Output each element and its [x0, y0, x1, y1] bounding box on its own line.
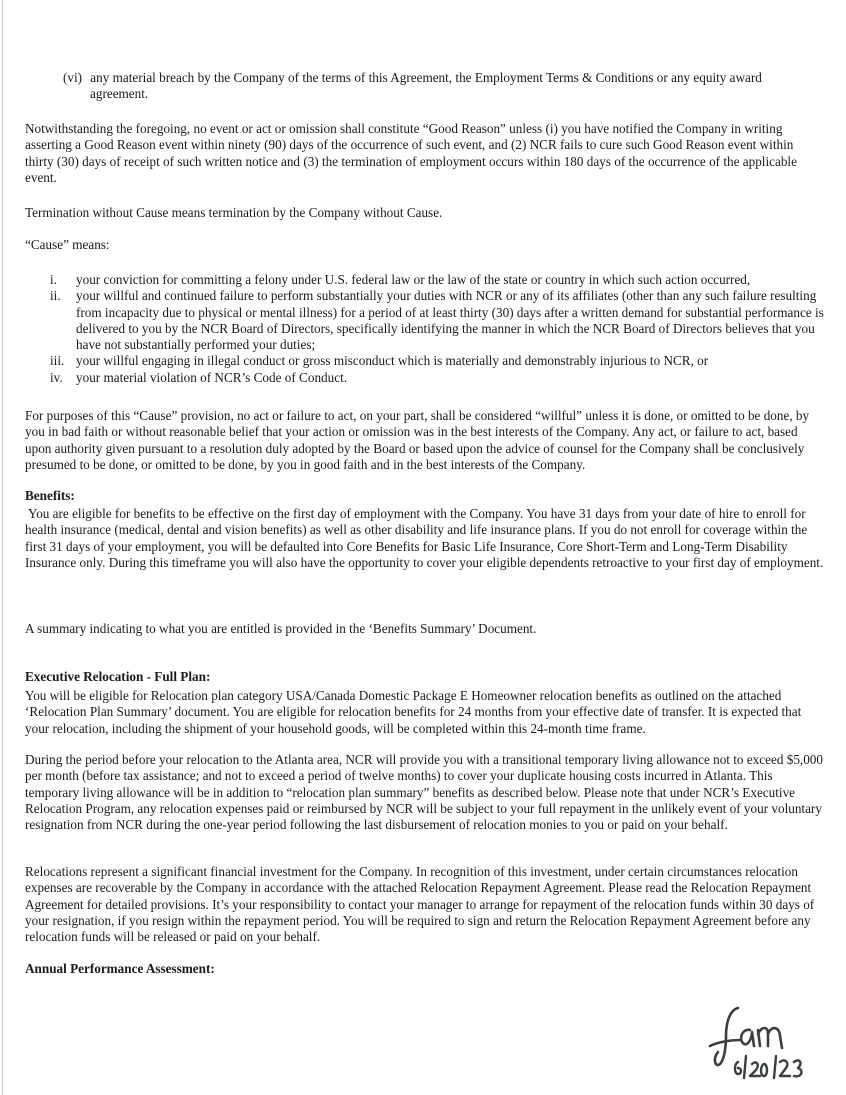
- list-item: [25, 272, 825, 288]
- annual-performance-heading: Annual Performance Assessment:: [25, 961, 215, 976]
- cause-list: [25, 272, 825, 386]
- item-vi-text: any material breach by the Company of the terms of this Agreement, the Employment Terms & Conditions or any equity award: [90, 70, 762, 85]
- benefits-heading: Benefits:: [25, 488, 75, 503]
- list-item-number: ii.: [50, 288, 61, 304]
- list-item-number: i.: [50, 272, 57, 287]
- list-item-text: your willful engaging in illegal conduct or gross misconduct which is materially and demonstrably injurious to NCR, or: [76, 353, 709, 369]
- list-item-number: iii.: [50, 353, 65, 369]
- good-reason-item-vi: [63, 70, 821, 103]
- relocation-repayment-paragraph: Relocations represent a significant financial investment for the Company. In recognition of this investment, under certain circumstances relocation expenses are recoverable by the Company in accordance with the attached Relocation Repayment Agreement. Please read the Relocation Repayment Agreement for detailed provisions. It’s your responsibility to contact your manager to arrange for repayment of the relocation funds within 30 days of your resignation, if you resign within the repayment period. You will be required to sign and return the Relocation Repayment Agreement before any relocation funds will be released or paid on your behalf.: [25, 864, 815, 945]
- cause-intro: “Cause” means:: [25, 237, 110, 252]
- signature-initial-a: [741, 1030, 754, 1046]
- relocation-eligibility-paragraph: You will be eligible for Relocation plan category USA/Canada Domestic Package E Homeowner relocation benefits as outlined on the attached ‘Relocation Plan Summary’ document. You are eligible for relocation benefits for 24 months from your effective date of transfer. It is expected that your relocation, including the shipment of your household goods, will be completed within this 24-month time frame.: [25, 688, 802, 736]
- list-item-text: your material violation of NCR’s Code of Conduct.: [76, 369, 348, 385]
- signature-initial-m: [758, 1028, 782, 1048]
- item-vi-continuation: agreement.: [90, 86, 149, 102]
- termination-without-cause-paragraph: Termination without Cause means termination by the Company without Cause.: [25, 205, 443, 220]
- signature-date: [735, 1056, 801, 1078]
- temporary-living-paragraph: During the period before your relocation to the Atlanta area, NCR will provide you with a transitional temporary living allowance not to exceed $5,000 per month (before tax assistance; and not to exceed a period of twelve months) to cover your duplicate housing costs incurred in Atlanta. This temporary living allowance will be in addition to “relocation plan summary” benefits as described below. Please note that under NCR’s Executive Relocation Program, any relocation expenses paid or reimbursed by NCR will be subject to your full repayment in the unlikely event of your voluntary resignation from NCR during the one-year period following the last disbursement of relocation monies to you or paid on your behalf.: [25, 752, 823, 833]
- list-item: [25, 353, 825, 369]
- item-vi-label: (vi): [63, 70, 83, 85]
- scan-edge-line: [2, 0, 3, 1095]
- list-item-number: iv.: [50, 369, 63, 385]
- relocation-heading: Executive Relocation - Full Plan:: [25, 669, 211, 684]
- list-item: [25, 370, 825, 386]
- notwithstanding-paragraph: Notwithstanding the foregoing, no event or act or omission shall constitute “Good Reason” unless (i) you have notified the Company in writing asserting a Good Reason event within ninety (90) days of the occurrence of such event, and (2) NCR fails to cure such Good Reason event within thirty (30) days of receipt of such written notice and (3) the termination of employment occurs within 180 days of the occurrence of the applicable event.: [25, 121, 797, 185]
- benefits-paragraph: You are eligible for benefits to be effective on the first day of employment with the Company. You have 31 days from your date of hire to enroll for health insurance (medical, dental and vision benefits) as well as other disability and life insurance plans. If you do not enroll for coverage within the first 31 days of your employment, you will be defaulted into Core Benefits for Basic Life Insurance, Core Short-Term and Long-Term Disability Insurance only. During this timeframe you will also have the opportunity to cover your eligible dependents retroactive to your first day of employment.: [25, 506, 824, 570]
- list-item: [25, 288, 825, 353]
- benefits-summary-paragraph: A summary indicating to what you are entitled is provided in the ‘Benefits Summary’ Document.: [25, 621, 537, 636]
- cause-purposes-paragraph: For purposes of this “Cause” provision, no act or failure to act, on your part, shall be considered “willful” unless it is done, or omitted to be done, by you in bad faith or without reasonable belief that your action or omission was in the best interests of the Company. Any act, or failure to act, based upon authority given pursuant to a resolution duly adopted by the Board or based upon the advice of counsel for the Company shall be conclusively presumed to be done, or omitted to be done, by you in good faith and in the best interests of the Company.: [25, 408, 810, 472]
- handwritten-initials-signature: [700, 1000, 830, 1090]
- list-item-text: your conviction for committing a felony under U.S. federal law or the law of the state or country in which such action occurred,: [76, 272, 751, 287]
- list-item-text: your willful and continued failure to perform substantially your duties with NCR or any of its affiliates (other than any such failure resulting from incapacity due to physical or mental illness) for a period of at least thirty (30) days after a written demand for substantial performance is delivered to you by the NCR Board of Directors, specifically identifying the manner in which the NCR Board of Directors believes that you have not substantially performed your duties;: [76, 288, 824, 353]
- signature-initial-f: [710, 1008, 740, 1065]
